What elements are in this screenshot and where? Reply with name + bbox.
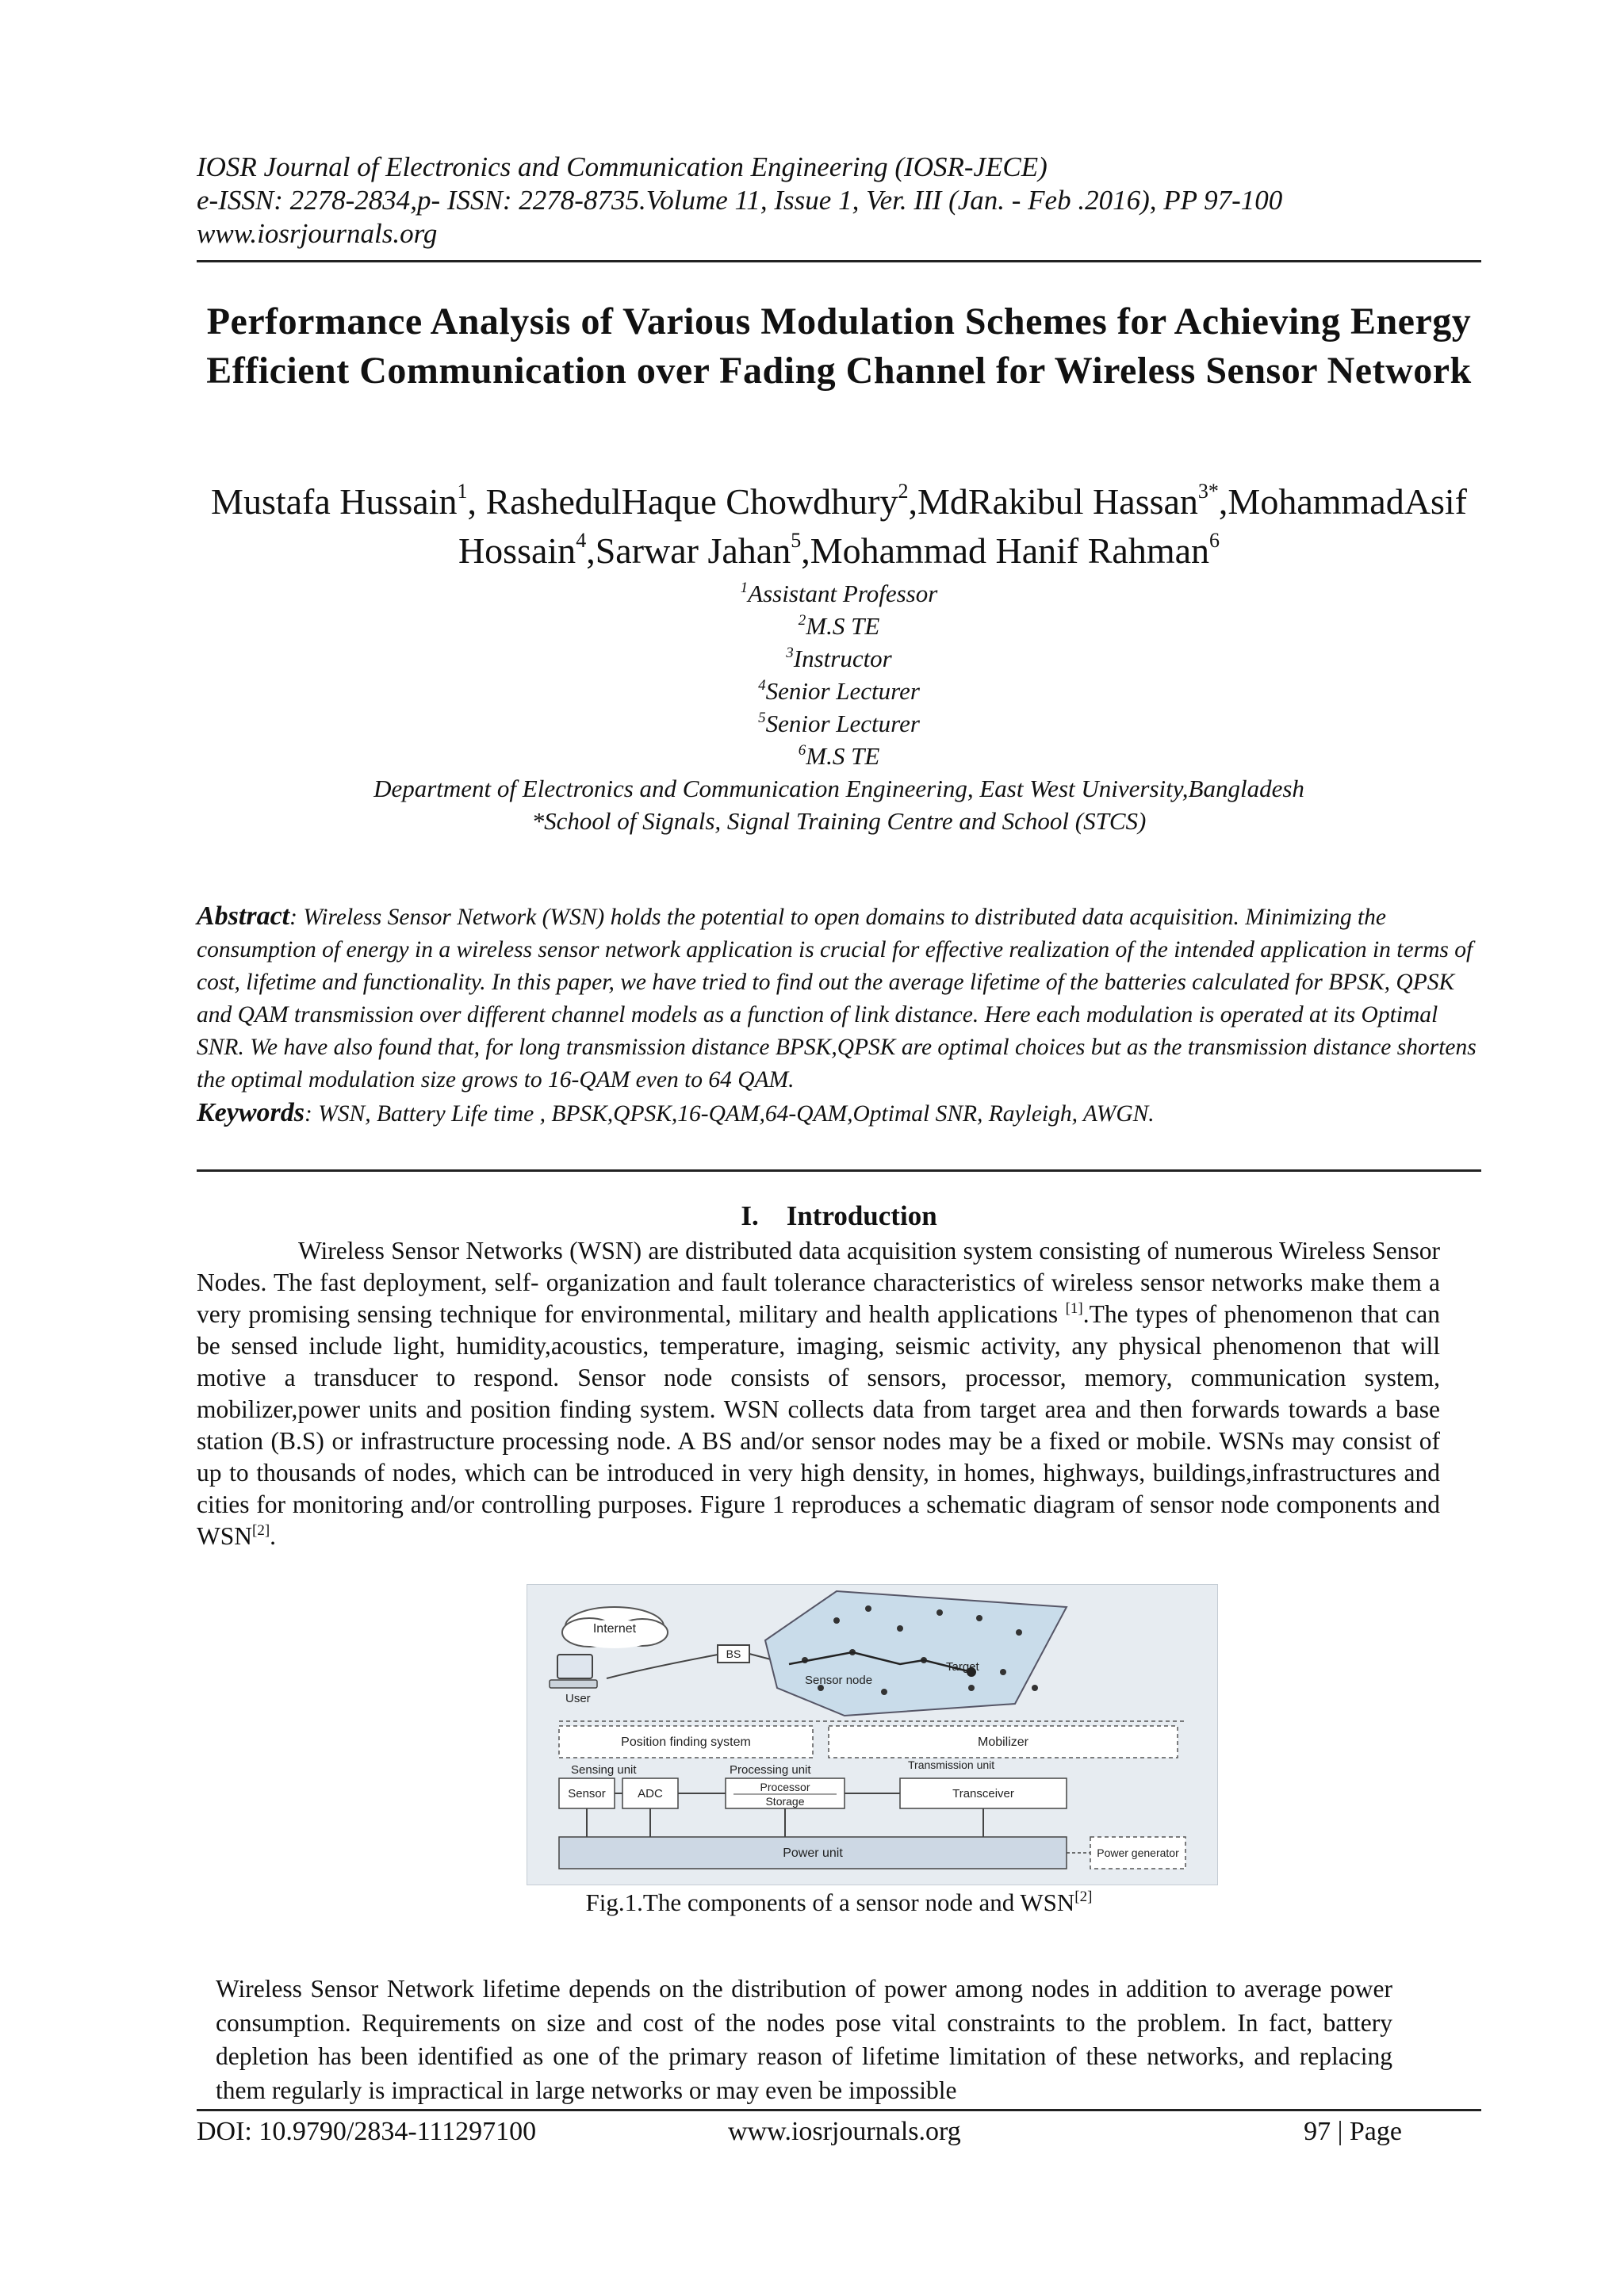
issn-line: e-ISSN: 2278-2834,p- ISSN: 2278-8735.Volume 11, Issue 1, Ver. III (Jan. - Feb .2016), PP 97-100 — [197, 185, 1283, 216]
abstract-rule — [197, 1169, 1481, 1172]
position-finding-label: Position finding system — [621, 1735, 751, 1749]
author: RashedulHaque Chowdhury$^2$, — [485, 480, 917, 522]
internet-label: Internet — [592, 1622, 637, 1636]
affiliation-role: $^5$Senior Lecturer — [758, 710, 920, 737]
intro-paragraph-1: Wireless Sensor Networks (WSN) are distributed data acquisition system consisting of numerous Wireless Sensor Nodes. The fast deployment, self- organization and fault tolerance characteristics of wireless sensor networks make them a very promising sensing technique for environmental, military and health applications [1].The types of phenomenon that can be sensed include light, humidity,acoustics, temperature, imaging, seismic activity, any physical phenomenon that will motive a transducer to respond. Sensor node consists of sensors, processor, memory, communication system, mobilizer,power units and position finding system. WSN collects data from target area and then forwards towards a base station (B.S) or infrastructure processing node. A BS and/or sensor nodes may be a fixed or mobile. WSNs may consist of up to thousands of nodes, which can be introduced in very high density, in homes, highways, buildings,infrastructures and cities for monitoring and/or controlling purposes. Figure 1 reproduces a schematic diagram of sensor node components and WSN[2]. — [197, 1237, 1440, 1550]
author: Mohammad Hanif Rahman$^6$ — [810, 529, 1220, 571]
processor-label: Processor — [760, 1781, 810, 1793]
affiliations — [197, 577, 1481, 837]
page-number: 97 | Page — [1304, 2117, 1402, 2146]
affiliation-role: $^4$Senior Lecturer — [758, 677, 920, 705]
transceiver-label: Transceiver — [952, 1787, 1014, 1800]
footer-rule — [197, 2109, 1481, 2111]
sensing-unit-label: Sensing unit — [571, 1763, 637, 1777]
department: Department of Electronics and Communication Engineering, East West University,Bangladesh — [373, 775, 1304, 802]
processing-unit-label: Processing unit — [730, 1763, 811, 1777]
section-heading — [197, 1199, 1481, 1234]
keywords-text: : WSN, Battery Life time , BPSK,QPSK,16-QAM,64-QAM,Optimal SNR, Rayleigh, AWGN. — [304, 1101, 1155, 1127]
journal-header — [197, 151, 1481, 251]
journal-name: IOSR Journal of Electronics and Communication Engineering (IOSR-JECE) — [197, 151, 1048, 182]
journal-website: www.iosrjournals.org — [197, 218, 438, 249]
author: MdRakibul Hassan$^{3*}$, — [917, 480, 1228, 522]
keywords-label: Keywords — [197, 1098, 304, 1127]
sensor-node-label: Sensor node — [805, 1674, 873, 1687]
affiliation-role: $^2$M.S TE — [798, 612, 880, 640]
doi[interactable]: DOI: 10.9790/2834-111297100 — [197, 2117, 537, 2146]
figure-sensor-node-diagram — [527, 1584, 1218, 1885]
intro-paragraph-2: Wireless Sensor Network lifetime depends on the distribution of power among nodes in addition to average power consumption. Requirements on size and cost of the nodes pose vital constraints to the problem. In fact, battery depletion has been identified as one of the primary reason of lifetime limitation of these networks, and replacing them regularly is impractical in large networks or may even be impossible — [216, 1975, 1392, 2104]
mobilizer-label: Mobilizer — [977, 1735, 1029, 1749]
citation-ref[interactable]: [1] — [1065, 1300, 1083, 1317]
header-rule — [197, 260, 1481, 262]
user-computer-icon — [550, 1655, 597, 1688]
affiliation-role: $^1$Assistant Professor — [740, 580, 938, 607]
user-label: User — [565, 1692, 591, 1705]
school: *School of Signals, Signal Training Centre and School (STCS) — [531, 807, 1147, 835]
power-unit-label: Power unit — [783, 1846, 843, 1860]
power-generator-label: Power generator — [1097, 1846, 1179, 1859]
author-list — [197, 477, 1481, 576]
author: Sarwar Jahan$^5$, — [595, 529, 810, 571]
citation-ref[interactable]: [2] — [252, 1522, 270, 1539]
abstract — [197, 900, 1481, 1131]
author: MohammadAsif Hossain$^4$, — [458, 481, 1467, 571]
transmission-unit-label: Transmission unit — [908, 1758, 995, 1771]
abstract-text: : Wireless Sensor Network (WSN) holds the potential to open domains to distributed data acquisition. Minimizing the consumption of energy in a wireless sensor network application is crucial for effective realization of the intended application in terms of cost, lifetime and functionality. In this paper, we have tried to find out the average lifetime of the batteries calculated for BPSK, QPSK and QAM transmission over different channel models as a function of link distance. Here each modulation is operated at its Optimal SNR. We have also found that, for long transmission distance BPSK,QPSK are optimal choices but as the transmission distance shortens the optimal modulation size grows to 16-QAM even to 64 QAM. — [197, 905, 1477, 1093]
sensor-field — [765, 1591, 1067, 1716]
page-footer — [197, 2114, 1402, 2149]
paper-title: Performance Analysis of Various Modulation Schemes for Achieving Energy Efficient Communication over Fading Channel for Wireless Sensor Network — [206, 300, 1472, 392]
section-number: I. — [741, 1200, 759, 1231]
affiliation-role: $^3$Instructor — [786, 645, 892, 672]
footer-website[interactable]: www.iosrjournals.org — [728, 2117, 961, 2146]
adc-label: ADC — [638, 1787, 663, 1800]
section-title: Introduction — [786, 1200, 937, 1231]
storage-label: Storage — [765, 1795, 805, 1808]
abstract-label: Abstract — [197, 901, 290, 931]
affiliation-role: $^6$M.S TE — [798, 742, 880, 770]
target-label: Target — [946, 1660, 979, 1674]
sensor-label: Sensor — [568, 1787, 606, 1800]
figure-caption: Fig.1.The components of a sensor node and WSN[2] — [585, 1888, 1093, 1916]
author: Mustafa Hussain$^1$, — [211, 480, 486, 522]
bs-label: BS — [726, 1647, 741, 1660]
